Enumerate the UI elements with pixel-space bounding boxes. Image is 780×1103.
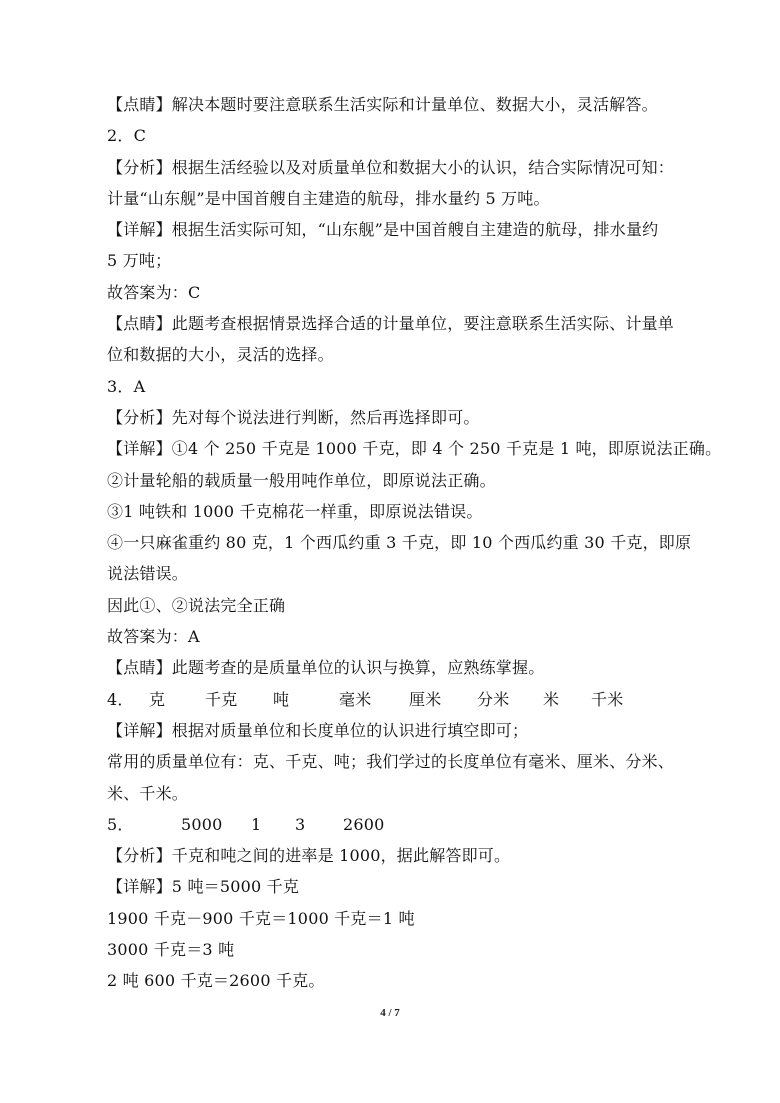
text-line: 位和数据的大小，灵活的选择。 (107, 345, 334, 365)
value-answer: 3 (295, 814, 306, 834)
question-4-answer (107, 684, 673, 715)
text-line: 说法错误。 (107, 564, 189, 584)
value-answer: 2600 (343, 814, 385, 834)
text-line: 3000 千克＝3 吨 (107, 940, 235, 960)
text-line: 因此①、②说法完全正确 (107, 595, 286, 615)
text-line: 【详解】①4 个 250 千克是 1000 千克，即 4 个 250 千克是 1 吨，即原说法正确。 (107, 439, 722, 459)
text-line: 故答案为：C (107, 282, 201, 302)
text-line: 2 吨 600 千克＝2600 千克。 (107, 971, 325, 991)
answer-content (107, 89, 722, 997)
unit-answer: 厘米 (409, 689, 442, 709)
unit-answer: 克 (149, 689, 166, 709)
unit-answer: 千米 (591, 689, 624, 709)
value-answer: 5000 (181, 814, 223, 834)
text-line: ④一只麻雀重约 80 克，1 个西瓜约重 3 千克，即 10 个西瓜约重 30 千克，即原 (107, 533, 692, 553)
text-line: 1900 千克－900 千克＝1000 千克＝1 吨 (107, 908, 415, 928)
text-line: 【详解】根据对质量单位和长度单位的认识进行填空即可； (107, 720, 529, 740)
question-number: 4． (107, 689, 134, 709)
unit-answer: 千克 (205, 689, 238, 709)
text-line: ②计量轮船的载质量一般用吨作单位，即原说法正确。 (107, 470, 496, 490)
text-line: 【分析】根据生活经验以及对质量单位和数据大小的认识，结合实际情况可知： (107, 157, 675, 177)
unit-answer: 毫米 (339, 689, 372, 709)
text-line: ③1 吨铁和 1000 千克棉花一样重，即原说法错误。 (107, 501, 483, 521)
question-number: 5． (107, 814, 134, 834)
text-line: 【点睛】此题考查根据情景选择合适的计量单位，要注意联系生活实际、计量单 (107, 314, 675, 334)
question-2-answer: 2．C (107, 126, 147, 146)
text-line: 【点睛】此题考查的是质量单位的认识与换算，应熟练掌握。 (107, 658, 545, 678)
unit-answer: 米 (543, 689, 560, 709)
text-line: 【详解】根据生活实际可知，“山东舰”是中国首艘自主建造的航母，排水量约 (107, 220, 659, 240)
value-answer: 1 (251, 814, 262, 834)
unit-answer: 吨 (273, 689, 290, 709)
text-line: 5 万吨； (107, 251, 172, 271)
text-line: 【点睛】解决本题时要注意联系生活实际和计量单位、数据大小，灵活解答。 (107, 95, 658, 114)
text-line: 【分析】千克和吨之间的进率是 1000，据此解答即可。 (107, 846, 511, 866)
unit-answer: 分米 (477, 689, 510, 709)
page-number: 4 / 7 (380, 1007, 400, 1019)
text-line: 计量“山东舰”是中国首艘自主建造的航母，排水量约 5 万吨。 (107, 188, 550, 208)
text-line: 【详解】5 吨＝5000 千克 (107, 877, 300, 897)
text-line: 常用的质量单位有：克、千克、吨；我们学过的长度单位有毫米、厘米、分米、 (107, 752, 675, 772)
text-line: 【分析】先对每个说法进行判断，然后再选择即可。 (107, 407, 480, 427)
question-5-answer (107, 809, 673, 840)
text-line: 米、千米。 (107, 783, 189, 803)
text-line: 故答案为：A (107, 627, 200, 647)
question-3-answer: 3．A (107, 376, 146, 396)
